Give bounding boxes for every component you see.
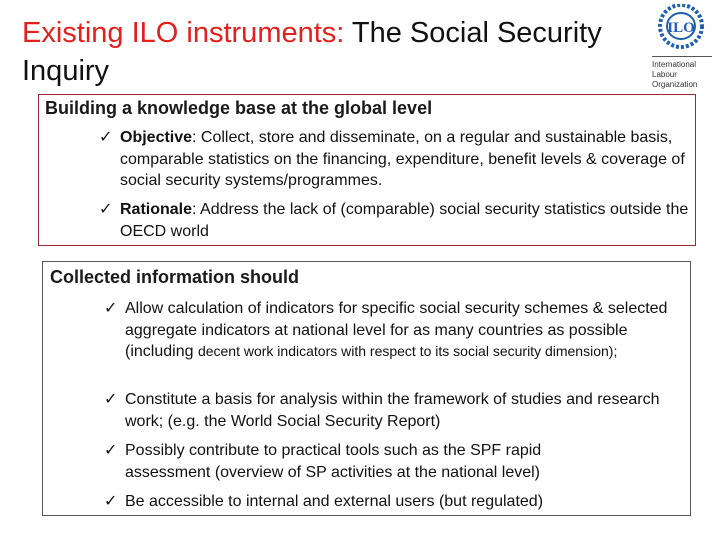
title-rest: The Social Security Inquiry bbox=[22, 17, 602, 87]
list-item: ✓ Be accessible to internal and external users (but regulated) bbox=[104, 491, 685, 513]
slide-title bbox=[22, 14, 622, 90]
svg-text:ILO: ILO bbox=[667, 20, 695, 36]
knowledge-base-box bbox=[38, 94, 696, 246]
list-item: ✓ Rationale: Address the lack of (comparable) social security statistics outside the OECD world bbox=[99, 201, 689, 240]
check-icon: ✓ bbox=[99, 129, 113, 146]
check-icon: ✓ bbox=[104, 300, 118, 317]
list-item: ✓ Allow calculation of indicators for specific social security schemes & selected aggregate indicators at national level for as many countries as possible (including decent work indicators with respect to its social security dimension); bbox=[104, 300, 668, 360]
check-icon: ✓ bbox=[104, 442, 118, 459]
ilo-emblem-icon bbox=[656, 4, 706, 50]
ilo-logo bbox=[652, 4, 712, 90]
ilo-logo-text: International Labour Organization bbox=[652, 56, 712, 90]
list-item: ✓ Constitute a basis for analysis within the framework of studies and research work; (e.g. the World Social Security Report) bbox=[104, 391, 660, 430]
box-heading: Building a knowledge base at the global level bbox=[45, 98, 433, 118]
box-heading: Collected information should bbox=[50, 267, 300, 287]
list-item: ✓ Objective: Collect, store and disseminate, on a regular and sustainable basis, comparable statistics on the financing, expenditure, benefit levels & coverage of social security systems/programmes. bbox=[99, 129, 685, 189]
check-icon: ✓ bbox=[104, 493, 118, 510]
collected-information-box bbox=[42, 261, 691, 516]
check-icon: ✓ bbox=[104, 391, 118, 408]
list-item: ✓ Possibly contribute to practical tools such as the SPF rapid assessment (overview of SP activities at the national level) bbox=[104, 442, 542, 481]
title-highlight: Existing ILO instruments: bbox=[22, 17, 345, 49]
check-icon: ✓ bbox=[99, 201, 113, 218]
